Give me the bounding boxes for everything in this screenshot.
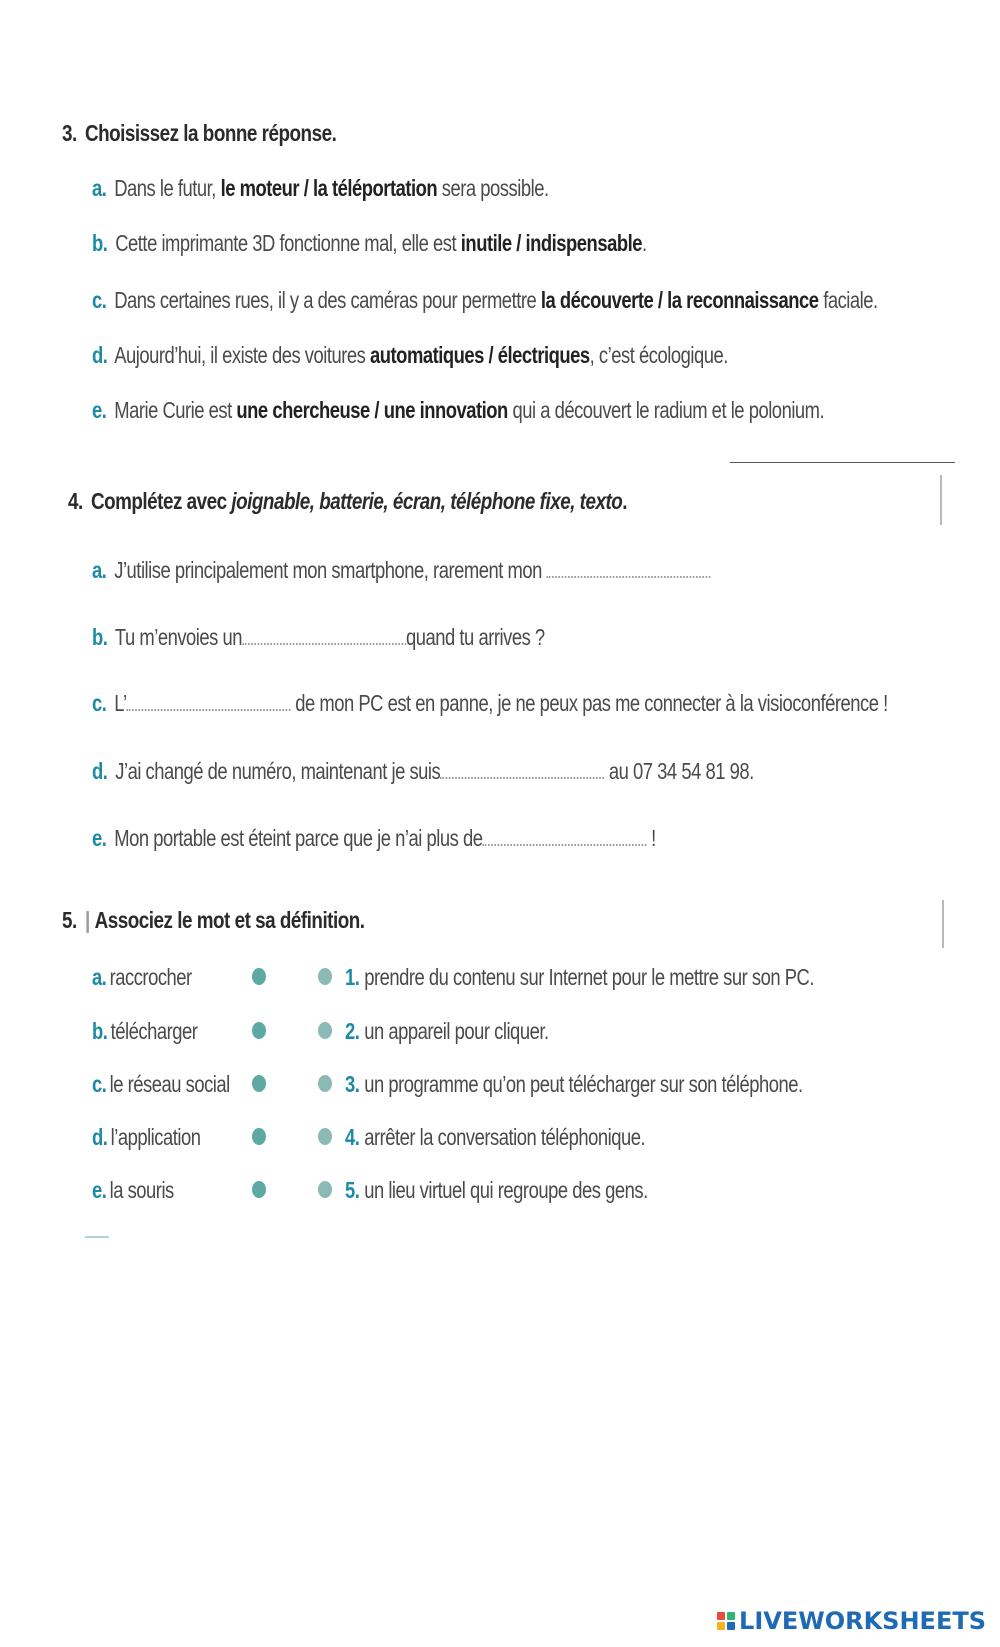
- divider-line: [730, 462, 955, 463]
- ex4-item-a: a. J’utilise principalement mon smartphone, rarement mon: [92, 557, 710, 584]
- match-word-b: b. télécharger: [92, 1018, 198, 1044]
- ex3-item-d: d. Aujourd’hui, il existe des voitures automatiques / électriques, c’est écologique.: [92, 342, 728, 368]
- match-definition-4: 4. arrêter la conversation téléphonique.: [345, 1124, 646, 1150]
- match-dot-right[interactable]: [318, 1075, 332, 1092]
- match-dot-left[interactable]: [252, 968, 266, 985]
- exercise-number: 4.: [68, 488, 83, 514]
- exercise-5-title: 5. | Associez le mot et sa définition.: [62, 907, 365, 933]
- match-word-d: d. l’application: [92, 1124, 201, 1150]
- match-definition-3: 3. un programme qu’on peut télécharger sur son téléphone.: [345, 1071, 803, 1097]
- match-definition-1: 1. prendre du contenu sur Internet pour le mettre sur son PC.: [345, 964, 814, 990]
- exercise-instruction: Associez le mot et sa définition.: [94, 907, 365, 933]
- ex3-item-c: c. Dans certaines rues, il y a des caméras pour permettre la découverte / la reconnaissance faciale.: [92, 287, 878, 313]
- match-word-e: e. la souris: [92, 1177, 174, 1203]
- exercise-3-title: [62, 120, 336, 147]
- match-definition-2: 2. un appareil pour cliquer.: [345, 1018, 549, 1044]
- word-bank: joignable, batterie, écran, téléphone fixe, texto: [231, 488, 623, 514]
- liveworksheets-logo: [717, 1607, 986, 1635]
- exercise-4-title: 4. Complétez avec joignable, batterie, écran, téléphone fixe, texto.: [68, 488, 628, 514]
- choice-options[interactable]: inutile / indispensable: [460, 230, 642, 256]
- match-word-c: c. le réseau social: [92, 1071, 230, 1097]
- divider-line: [942, 900, 944, 948]
- match-dot-right[interactable]: [318, 1022, 332, 1039]
- divider-line: [85, 1236, 109, 1238]
- match-dot-left[interactable]: [252, 1075, 266, 1092]
- logo-icon: [717, 1612, 735, 1630]
- ex4-item-d: d. J’ai changé de numéro, maintenant je suis au 07 34 54 81 98.: [92, 758, 754, 784]
- ex3-item-e: e. Marie Curie est une chercheuse / une innovation qui a découvert le radium et le polonium.: [92, 397, 825, 423]
- ex3-item-a: a. Dans le futur, le moteur / la téléportation sera possible.: [92, 175, 549, 201]
- match-dot-left[interactable]: [252, 1022, 266, 1039]
- choice-options[interactable]: une chercheuse / une innovation: [236, 397, 508, 423]
- choice-options[interactable]: la découverte / la reconnaissance: [540, 287, 819, 313]
- exercise-number: 3.: [62, 120, 77, 146]
- answer-blank[interactable]: [482, 826, 646, 846]
- ex4-item-e: e. Mon portable est éteint parce que je n’ai plus de !: [92, 825, 656, 851]
- ex3-item-b: b. Cette imprimante 3D fonctionne mal, elle est inutile / indispensable.: [92, 230, 647, 256]
- logo-text: LIVEWORKSHEETS: [739, 1607, 986, 1635]
- exercise-instruction: Choisissez la bonne réponse.: [84, 120, 337, 146]
- ex4-item-c: c. L’ de mon PC est en panne, je ne peux pas me connecter à la visioconférence !: [92, 690, 888, 716]
- answer-blank[interactable]: [440, 759, 604, 779]
- match-dot-right[interactable]: [318, 968, 332, 985]
- match-dot-left[interactable]: [252, 1181, 266, 1198]
- match-definition-5: 5. un lieu virtuel qui regroupe des gens.: [345, 1177, 648, 1203]
- match-word-a: a. raccrocher: [92, 964, 192, 990]
- match-dot-left[interactable]: [252, 1128, 266, 1145]
- exercise-number: 5.: [62, 907, 77, 933]
- match-dot-right[interactable]: [318, 1128, 332, 1145]
- match-dot-right[interactable]: [318, 1181, 332, 1198]
- choice-options[interactable]: automatiques / électriques: [370, 342, 590, 368]
- ex4-item-b: b. Tu m’envoies un quand tu arrives ?: [92, 624, 545, 650]
- answer-blank[interactable]: [242, 625, 406, 645]
- choice-options[interactable]: le moteur / la téléportation: [220, 175, 438, 201]
- answer-blank[interactable]: [546, 558, 710, 578]
- divider-line: [940, 475, 942, 525]
- answer-blank[interactable]: [127, 691, 291, 711]
